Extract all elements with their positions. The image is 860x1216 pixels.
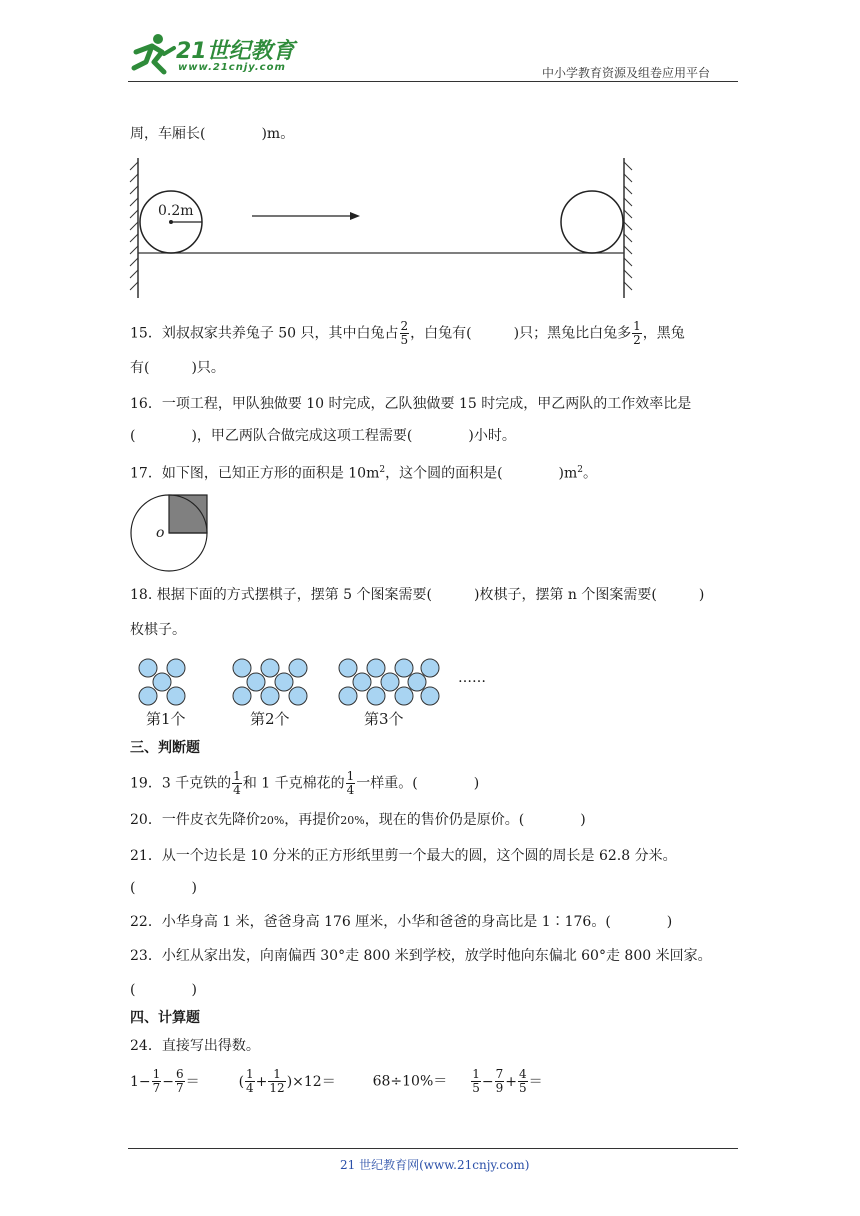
q17-text: 17．如下图，已知正方形的面积是 $10m^2$，这个圆的面积是( )$m^2$。 [130, 465, 598, 482]
header-logo [128, 30, 298, 78]
runner-logo-icon [128, 32, 178, 76]
right-wheel [561, 191, 623, 253]
footer-text: 21 世纪教育网(www.21cnjy.com) [340, 1158, 530, 1172]
q16-line2: ( )，甲乙两队合做完成这项工程需要( )小时。 [130, 428, 516, 444]
q24-title: 24．直接写出得数。 [130, 1038, 260, 1054]
q15-line2: 有( )只。 [130, 360, 225, 376]
fraction: $\frac{1}{4}$ [346, 769, 355, 797]
header-rule [128, 81, 738, 82]
logo-text: 21世纪教育 [176, 39, 295, 64]
fraction: $\frac{1}{2}$ [633, 319, 641, 347]
pattern-caption-1: 第1个 [146, 710, 186, 728]
center-label: o [156, 525, 165, 541]
expr-2: ( $\frac{1}{4}$ + $\frac{1}{12}$ )×12＝ [238, 1067, 336, 1095]
q24-expressions [130, 1068, 543, 1095]
header-right-text: 中小学教育资源及组卷应用平台 [542, 66, 711, 80]
section-heading-3: 三、判断题 [130, 740, 200, 756]
q23-line2: ( ) [130, 982, 197, 998]
pattern-caption-3: 第3个 [364, 710, 404, 728]
footer-rule [128, 1148, 738, 1149]
circle-square-figure [128, 492, 212, 576]
train-car-diagram [124, 152, 644, 302]
expr-1: 1− $\frac{1}{7}$ − $\frac{6}{7}$ ＝ [130, 1067, 200, 1095]
q14-tail-text: 周，车厢长( )m。 [130, 126, 295, 142]
q23-line1: 23．小红从家出发，向南偏西 30°走 800 米到学校，放学时他向东偏北 60°走 800 米回家。 [130, 948, 712, 964]
q20-text: 20．一件皮衣先降价20%，再提价20%，现在的售价仍是原价。( ) [130, 812, 586, 828]
section-heading-4: 四、计算题 [130, 1010, 200, 1026]
q18-line1: 18. 根据下面的方式摆棋子，摆第 5 个图案需要( )枚棋子，摆第 n 个图案需要( ) [130, 587, 705, 603]
fraction: $\frac{1}{4}$ [233, 769, 241, 797]
q16-line1: 16．一项工程，甲队独做要 10 时完成，乙队独做要 15 时完成，甲乙两队的工作效率比是 [130, 396, 692, 412]
q19-text: 19．3 千克铁的 $\frac{1}{4}$ 和 1 千克棉花的 $\frac{1}{4}$ 一样重。( ) [130, 769, 480, 797]
q18-line2: 枚棋子。 [130, 622, 186, 638]
q15-line1: 15．刘叔叔家共养兔子 50 只，其中白兔占 $\frac{2}{5}$ ，白兔有( )只；黑兔比白兔多 $\frac{1}{2}$ ，黑兔 [130, 319, 685, 347]
pattern-caption-2: 第2个 [250, 710, 290, 728]
expr-3: 68÷10%＝ [372, 1073, 448, 1090]
pattern-ellipsis: …… [458, 670, 486, 686]
q21-line2: ( ) [130, 880, 197, 896]
fraction: $\frac{2}{5}$ [400, 319, 409, 347]
q22-text: 22．小华身高 1 米，爸爸身高 176 厘米，小华和爸爸的身高比是 1∶176。( ) [130, 914, 673, 930]
expr-4: $\frac{1}{5}$ − $\frac{7}{9}$ + $\frac{4}{5}$ ＝ [472, 1067, 543, 1095]
logo-url: www.21cnjy.com [178, 62, 286, 73]
q21-line1: 21．从一个边长是 10 分米的正方形纸里剪一个最大的圆，这个圆的周长是 62.8 分米。 [130, 848, 677, 864]
radius-label: 0.2m [158, 203, 194, 219]
